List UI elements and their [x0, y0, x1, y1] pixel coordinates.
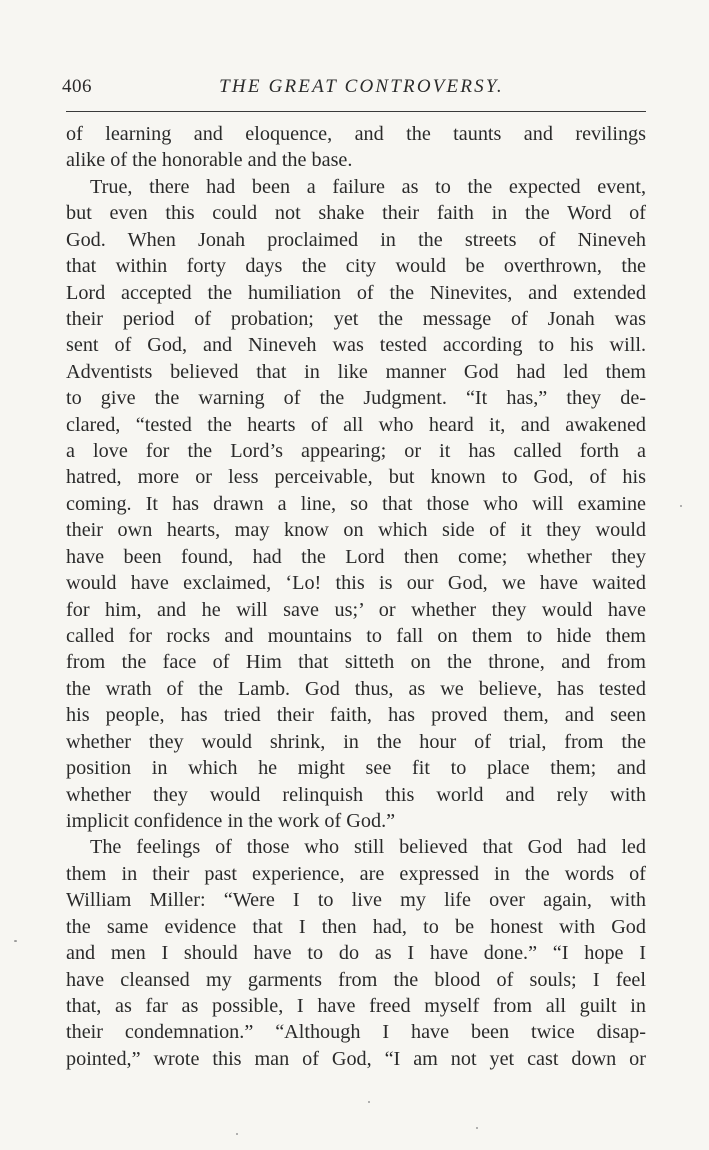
page-header	[62, 76, 647, 100]
print-speck	[236, 1133, 238, 1135]
text-line: their condemnation.” “Although I have been twice disap-	[66, 1021, 646, 1044]
body-text	[66, 121, 646, 1072]
running-title: THE GREAT CONTROVERSY.	[219, 76, 504, 97]
text-line: that within forty days the city would be overthrown, the	[66, 255, 646, 278]
text-line: implicit confidence in the work of God.”	[66, 809, 396, 832]
text-line: the same evidence that I then had, to be honest with God	[66, 915, 646, 938]
print-speck	[14, 940, 17, 942]
text-line: clared, “tested the hearts of all who heard it, and awakened	[66, 413, 646, 436]
paragraph	[66, 121, 646, 174]
text-line: from the face of Him that sitteth on the throne, and from	[66, 651, 646, 674]
text-line: a love for the Lord’s appearing; or it has called forth a	[66, 440, 646, 463]
text-line: have cleansed my garments from the blood of souls; I feel	[66, 968, 646, 991]
text-line: their own hearts, may know on which side of it they would	[66, 519, 646, 542]
text-line: called for rocks and mountains to fall on them to hide them	[66, 625, 646, 648]
text-line: his people, has tried their faith, has proved them, and seen	[66, 704, 646, 727]
text-line: coming. It has drawn a line, so that those who will examine	[66, 492, 646, 515]
text-line: to give the warning of the Judgment. “It has,” they de-	[66, 387, 646, 410]
header-rule	[66, 111, 646, 112]
text-line: position in which he might see fit to place them; and	[66, 757, 646, 780]
text-line: sent of God, and Nineveh was tested according to his will.	[66, 334, 646, 357]
paragraph	[66, 174, 646, 835]
text-line: have been found, had the Lord then come; whether they	[66, 545, 646, 568]
text-line: their period of probation; yet the message of Jonah was	[66, 307, 646, 330]
text-line: Lord accepted the humiliation of the Ninevites, and extended	[66, 281, 646, 304]
page-number: 406	[62, 76, 92, 97]
text-line: them in their past experience, are expressed in the words of	[66, 862, 646, 885]
text-line: whether they would relinquish this world and rely with	[66, 783, 646, 806]
text-line: Adventists believed that in like manner God had led them	[66, 360, 646, 383]
text-line: William Miller: “Were I to live my life over again, with	[66, 889, 646, 912]
text-line: would have exclaimed, ‘Lo! this is our God, we have waited	[66, 572, 646, 595]
text-line: The feelings of those who still believed that God had led	[90, 836, 646, 859]
text-line: but even this could not shake their faith in the Word of	[66, 202, 646, 225]
text-line: and men I should have to do as I have done.” “I hope I	[66, 942, 646, 965]
text-line: True, there had been a failure as to the expected event,	[90, 175, 646, 198]
text-line: God. When Jonah proclaimed in the streets of Nineveh	[66, 228, 646, 251]
print-speck	[368, 1101, 370, 1103]
paragraph	[66, 834, 646, 1072]
print-speck	[476, 1127, 478, 1129]
text-line: of learning and eloquence, and the taunts and revilings	[66, 123, 646, 145]
text-line: the wrath of the Lamb. God thus, as we believe, has tested	[66, 677, 646, 700]
print-speck	[680, 505, 682, 507]
text-line: alike of the honorable and the base.	[66, 149, 353, 172]
text-line: pointed,” wrote this man of God, “I am not yet cast down or	[66, 1047, 646, 1070]
text-line: for him, and he will save us;’ or whether they would have	[66, 598, 646, 621]
text-line: whether they would shrink, in the hour of trial, from the	[66, 730, 646, 753]
text-line: that, as far as possible, I have freed myself from all guilt in	[66, 994, 646, 1017]
text-line: hatred, more or less perceivable, but known to God, of his	[66, 466, 646, 489]
